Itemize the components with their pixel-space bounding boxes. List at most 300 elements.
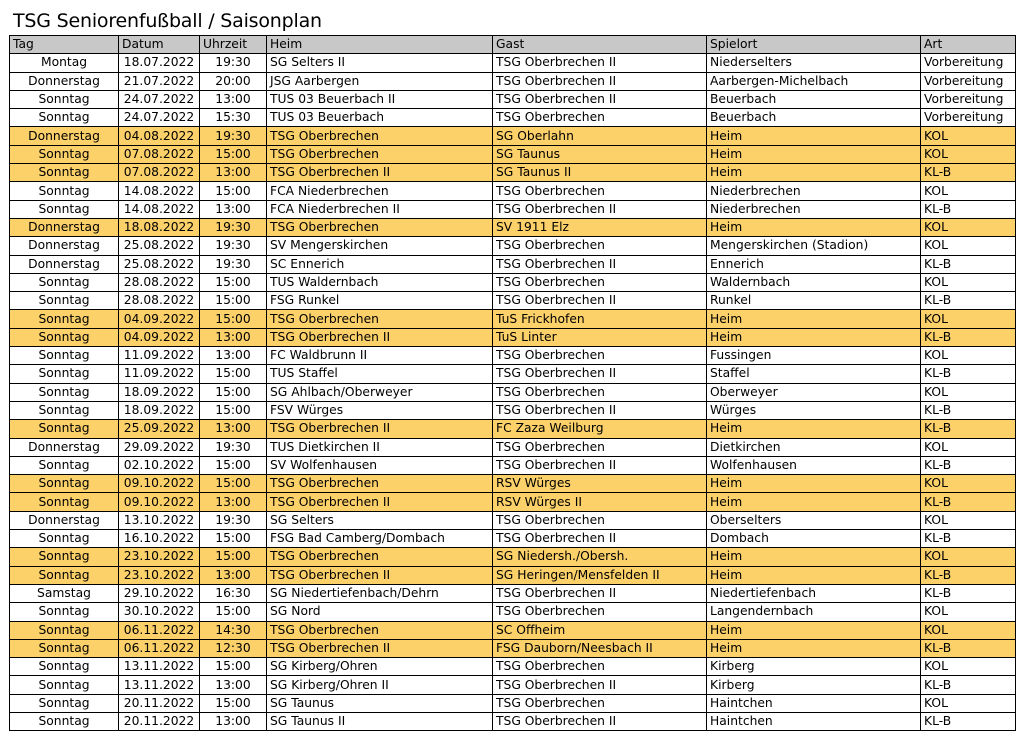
cell-datum: 14.08.2022	[119, 200, 200, 218]
cell-heim: TSG Oberbrechen II	[267, 493, 493, 511]
cell-uhrzeit: 15:00	[200, 401, 267, 419]
cell-art: KOL	[921, 475, 1016, 493]
cell-uhrzeit: 13:00	[200, 493, 267, 511]
cell-datum: 20.11.2022	[119, 694, 200, 712]
cell-heim: SG Kirberg/Ohren	[267, 658, 493, 676]
cell-art: KL-B	[921, 365, 1016, 383]
cell-uhrzeit: 15:00	[200, 383, 267, 401]
cell-art: KL-B	[921, 566, 1016, 584]
column-header-tag: Tag	[10, 36, 119, 54]
cell-uhrzeit: 15:00	[200, 603, 267, 621]
cell-spielort: Niedertiefenbach	[707, 584, 921, 602]
cell-uhrzeit: 13:00	[200, 328, 267, 346]
cell-spielort: Niederbrechen	[707, 200, 921, 218]
cell-gast: TSG Oberbrechen	[493, 182, 707, 200]
table-row	[10, 475, 1016, 493]
cell-tag: Sonntag	[10, 164, 119, 182]
cell-heim: TUS Waldernbach	[267, 273, 493, 291]
cell-art: KOL	[921, 218, 1016, 236]
table-row	[10, 530, 1016, 548]
table-row	[10, 639, 1016, 657]
cell-uhrzeit: 15:00	[200, 182, 267, 200]
cell-uhrzeit: 16:30	[200, 584, 267, 602]
cell-gast: TSG Oberbrechen	[493, 383, 707, 401]
cell-art: KOL	[921, 237, 1016, 255]
cell-tag: Montag	[10, 54, 119, 72]
cell-art: KL-B	[921, 639, 1016, 657]
cell-heim: SG Taunus II	[267, 712, 493, 730]
table-row	[10, 658, 1016, 676]
cell-spielort: Heim	[707, 621, 921, 639]
cell-heim: TSG Oberbrechen	[267, 548, 493, 566]
cell-heim: TUS 03 Beuerbach	[267, 109, 493, 127]
cell-tag: Sonntag	[10, 420, 119, 438]
cell-datum: 28.08.2022	[119, 292, 200, 310]
cell-art: KL-B	[921, 164, 1016, 182]
cell-gast: RSV Würges	[493, 475, 707, 493]
cell-gast: TSG Oberbrechen II	[493, 365, 707, 383]
cell-art: KL-B	[921, 328, 1016, 346]
cell-tag: Sonntag	[10, 310, 119, 328]
cell-datum: 04.09.2022	[119, 328, 200, 346]
table-row	[10, 109, 1016, 127]
cell-heim: TSG Oberbrechen	[267, 310, 493, 328]
cell-uhrzeit: 13:00	[200, 90, 267, 108]
cell-uhrzeit: 13:00	[200, 676, 267, 694]
cell-datum: 11.09.2022	[119, 365, 200, 383]
cell-heim: FCA Niederbrechen	[267, 182, 493, 200]
cell-spielort: Haintchen	[707, 712, 921, 730]
cell-uhrzeit: 20:00	[200, 72, 267, 90]
cell-art: KOL	[921, 603, 1016, 621]
cell-heim: TSG Oberbrechen II	[267, 164, 493, 182]
cell-datum: 21.07.2022	[119, 72, 200, 90]
cell-gast: TSG Oberbrechen	[493, 511, 707, 529]
table-row	[10, 566, 1016, 584]
cell-datum: 06.11.2022	[119, 639, 200, 657]
cell-art: KOL	[921, 273, 1016, 291]
cell-datum: 04.08.2022	[119, 127, 200, 145]
cell-uhrzeit: 19:30	[200, 438, 267, 456]
cell-heim: TSG Oberbrechen II	[267, 328, 493, 346]
cell-spielort: Niederbrechen	[707, 182, 921, 200]
cell-uhrzeit: 15:00	[200, 365, 267, 383]
cell-art: KL-B	[921, 292, 1016, 310]
table-row	[10, 72, 1016, 90]
cell-gast: TSG Oberbrechen	[493, 694, 707, 712]
cell-gast: TSG Oberbrechen II	[493, 401, 707, 419]
cell-art: KL-B	[921, 420, 1016, 438]
cell-uhrzeit: 19:30	[200, 127, 267, 145]
table-row	[10, 511, 1016, 529]
cell-datum: 23.10.2022	[119, 566, 200, 584]
cell-gast: TSG Oberbrechen II	[493, 54, 707, 72]
cell-tag: Sonntag	[10, 292, 119, 310]
cell-datum: 09.10.2022	[119, 475, 200, 493]
cell-art: KOL	[921, 658, 1016, 676]
cell-datum: 18.08.2022	[119, 218, 200, 236]
cell-heim: SG Selters	[267, 511, 493, 529]
cell-spielort: Ennerich	[707, 255, 921, 273]
cell-spielort: Langendernbach	[707, 603, 921, 621]
table-row	[10, 237, 1016, 255]
cell-spielort: Dietkirchen	[707, 438, 921, 456]
cell-uhrzeit: 15:00	[200, 273, 267, 291]
column-header-uhrzeit: Uhrzeit	[200, 36, 267, 54]
cell-tag: Sonntag	[10, 145, 119, 163]
cell-spielort: Dombach	[707, 530, 921, 548]
table-row	[10, 548, 1016, 566]
cell-heim: FSG Bad Camberg/Dombach	[267, 530, 493, 548]
cell-art: Vorbereitung	[921, 90, 1016, 108]
cell-art: KOL	[921, 694, 1016, 712]
cell-datum: 23.10.2022	[119, 548, 200, 566]
cell-art: KOL	[921, 127, 1016, 145]
cell-datum: 28.08.2022	[119, 273, 200, 291]
cell-heim: SG Niedertiefenbach/Dehrn	[267, 584, 493, 602]
cell-tag: Sonntag	[10, 676, 119, 694]
cell-gast: TSG Oberbrechen II	[493, 712, 707, 730]
cell-spielort: Niederselters	[707, 54, 921, 72]
table-row	[10, 310, 1016, 328]
cell-spielort: Heim	[707, 145, 921, 163]
cell-tag: Donnerstag	[10, 237, 119, 255]
cell-datum: 13.11.2022	[119, 658, 200, 676]
cell-art: KOL	[921, 310, 1016, 328]
cell-gast: TSG Oberbrechen II	[493, 72, 707, 90]
cell-gast: TSG Oberbrechen	[493, 237, 707, 255]
cell-heim: TSG Oberbrechen	[267, 127, 493, 145]
table-row	[10, 438, 1016, 456]
cell-tag: Sonntag	[10, 328, 119, 346]
cell-uhrzeit: 19:30	[200, 237, 267, 255]
table-row	[10, 145, 1016, 163]
cell-tag: Donnerstag	[10, 72, 119, 90]
table-row	[10, 401, 1016, 419]
table-row	[10, 90, 1016, 108]
cell-heim: TSG Oberbrechen	[267, 475, 493, 493]
cell-datum: 29.10.2022	[119, 584, 200, 602]
cell-uhrzeit: 15:00	[200, 548, 267, 566]
cell-art: Vorbereitung	[921, 54, 1016, 72]
cell-spielort: Heim	[707, 548, 921, 566]
cell-art: KL-B	[921, 401, 1016, 419]
table-row	[10, 182, 1016, 200]
cell-gast: TSG Oberbrechen II	[493, 530, 707, 548]
cell-tag: Sonntag	[10, 347, 119, 365]
table-row	[10, 420, 1016, 438]
cell-art: KL-B	[921, 255, 1016, 273]
cell-gast: TSG Oberbrechen II	[493, 676, 707, 694]
table-row	[10, 383, 1016, 401]
cell-uhrzeit: 13:00	[200, 566, 267, 584]
cell-tag: Samstag	[10, 584, 119, 602]
cell-uhrzeit: 15:00	[200, 658, 267, 676]
cell-art: KOL	[921, 383, 1016, 401]
cell-datum: 07.08.2022	[119, 164, 200, 182]
cell-tag: Donnerstag	[10, 255, 119, 273]
table-row	[10, 676, 1016, 694]
cell-heim: SV Wolfenhausen	[267, 456, 493, 474]
cell-art: KL-B	[921, 456, 1016, 474]
table-row	[10, 54, 1016, 72]
cell-art: Vorbereitung	[921, 72, 1016, 90]
cell-tag: Sonntag	[10, 90, 119, 108]
cell-spielort: Heim	[707, 328, 921, 346]
cell-uhrzeit: 15:00	[200, 310, 267, 328]
cell-spielort: Oberselters	[707, 511, 921, 529]
cell-spielort: Staffel	[707, 365, 921, 383]
cell-gast: TSG Oberbrechen	[493, 658, 707, 676]
cell-uhrzeit: 13:00	[200, 347, 267, 365]
cell-datum: 30.10.2022	[119, 603, 200, 621]
cell-art: KL-B	[921, 493, 1016, 511]
cell-spielort: Beuerbach	[707, 90, 921, 108]
page-title: TSG Seniorenfußball / Saisonplan	[13, 10, 322, 32]
cell-tag: Sonntag	[10, 365, 119, 383]
cell-tag: Sonntag	[10, 694, 119, 712]
cell-tag: Donnerstag	[10, 218, 119, 236]
cell-heim: FCA Niederbrechen II	[267, 200, 493, 218]
cell-heim: TSG Oberbrechen	[267, 145, 493, 163]
cell-gast: SG Taunus II	[493, 164, 707, 182]
table-row	[10, 365, 1016, 383]
cell-tag: Sonntag	[10, 712, 119, 730]
cell-spielort: Oberweyer	[707, 383, 921, 401]
cell-art: KL-B	[921, 530, 1016, 548]
cell-heim: SC Ennerich	[267, 255, 493, 273]
cell-uhrzeit: 19:30	[200, 54, 267, 72]
cell-spielort: Heim	[707, 127, 921, 145]
cell-gast: TSG Oberbrechen	[493, 603, 707, 621]
cell-datum: 13.10.2022	[119, 511, 200, 529]
cell-heim: SV Mengerskirchen	[267, 237, 493, 255]
cell-gast: TuS Linter	[493, 328, 707, 346]
cell-datum: 18.09.2022	[119, 383, 200, 401]
cell-datum: 14.08.2022	[119, 182, 200, 200]
cell-spielort: Heim	[707, 639, 921, 657]
cell-tag: Sonntag	[10, 456, 119, 474]
cell-datum: 25.09.2022	[119, 420, 200, 438]
cell-spielort: Würges	[707, 401, 921, 419]
cell-datum: 09.10.2022	[119, 493, 200, 511]
table-row	[10, 127, 1016, 145]
cell-spielort: Heim	[707, 420, 921, 438]
cell-art: KOL	[921, 182, 1016, 200]
cell-tag: Sonntag	[10, 383, 119, 401]
cell-tag: Sonntag	[10, 493, 119, 511]
cell-spielort: Runkel	[707, 292, 921, 310]
cell-spielort: Heim	[707, 218, 921, 236]
column-header-spielort: Spielort	[707, 36, 921, 54]
cell-spielort: Heim	[707, 475, 921, 493]
cell-art: KOL	[921, 438, 1016, 456]
cell-datum: 25.08.2022	[119, 255, 200, 273]
cell-datum: 02.10.2022	[119, 456, 200, 474]
cell-gast: TSG Oberbrechen II	[493, 584, 707, 602]
cell-heim: TSG Oberbrechen	[267, 218, 493, 236]
cell-uhrzeit: 13:00	[200, 712, 267, 730]
cell-heim: SG Nord	[267, 603, 493, 621]
cell-art: KL-B	[921, 200, 1016, 218]
cell-tag: Sonntag	[10, 603, 119, 621]
cell-tag: Sonntag	[10, 109, 119, 127]
cell-datum: 06.11.2022	[119, 621, 200, 639]
cell-datum: 07.08.2022	[119, 145, 200, 163]
cell-gast: TSG Oberbrechen	[493, 347, 707, 365]
cell-datum: 13.11.2022	[119, 676, 200, 694]
cell-spielort: Heim	[707, 310, 921, 328]
cell-heim: FC Waldbrunn II	[267, 347, 493, 365]
cell-gast: SG Heringen/Mensfelden II	[493, 566, 707, 584]
cell-datum: 25.08.2022	[119, 237, 200, 255]
cell-heim: TSG Oberbrechen II	[267, 566, 493, 584]
cell-art: KOL	[921, 548, 1016, 566]
cell-datum: 16.10.2022	[119, 530, 200, 548]
cell-art: KOL	[921, 511, 1016, 529]
cell-gast: TSG Oberbrechen II	[493, 255, 707, 273]
cell-spielort: Fussingen	[707, 347, 921, 365]
cell-art: KOL	[921, 347, 1016, 365]
cell-datum: 24.07.2022	[119, 90, 200, 108]
table-row	[10, 493, 1016, 511]
cell-tag: Donnerstag	[10, 127, 119, 145]
cell-uhrzeit: 19:30	[200, 511, 267, 529]
table-row	[10, 292, 1016, 310]
cell-tag: Sonntag	[10, 658, 119, 676]
cell-art: KL-B	[921, 584, 1016, 602]
table-row	[10, 694, 1016, 712]
column-header-heim: Heim	[267, 36, 493, 54]
cell-spielort: Heim	[707, 493, 921, 511]
cell-tag: Sonntag	[10, 639, 119, 657]
table-row	[10, 456, 1016, 474]
cell-art: KOL	[921, 621, 1016, 639]
cell-heim: FSG Runkel	[267, 292, 493, 310]
cell-gast: TSG Oberbrechen II	[493, 90, 707, 108]
cell-gast: TSG Oberbrechen	[493, 273, 707, 291]
cell-gast: TuS Frickhofen	[493, 310, 707, 328]
cell-tag: Donnerstag	[10, 438, 119, 456]
cell-gast: SV 1911 Elz	[493, 218, 707, 236]
cell-spielort: Wolfenhausen	[707, 456, 921, 474]
cell-spielort: Haintchen	[707, 694, 921, 712]
cell-heim: TSG Oberbrechen II	[267, 639, 493, 657]
cell-tag: Sonntag	[10, 566, 119, 584]
cell-spielort: Heim	[707, 566, 921, 584]
cell-uhrzeit: 15:00	[200, 292, 267, 310]
table-row	[10, 255, 1016, 273]
cell-art: KL-B	[921, 676, 1016, 694]
cell-gast: TSG Oberbrechen II	[493, 200, 707, 218]
table-row	[10, 273, 1016, 291]
cell-uhrzeit: 19:30	[200, 255, 267, 273]
cell-tag: Sonntag	[10, 182, 119, 200]
cell-gast: RSV Würges II	[493, 493, 707, 511]
cell-spielort: Beuerbach	[707, 109, 921, 127]
cell-datum: 04.09.2022	[119, 310, 200, 328]
cell-heim: TUS Staffel	[267, 365, 493, 383]
cell-uhrzeit: 13:00	[200, 200, 267, 218]
cell-gast: FSG Dauborn/Neesbach II	[493, 639, 707, 657]
cell-art: Vorbereitung	[921, 109, 1016, 127]
column-header-art: Art	[921, 36, 1016, 54]
cell-datum: 29.09.2022	[119, 438, 200, 456]
cell-spielort: Waldernbach	[707, 273, 921, 291]
cell-heim: FSV Würges	[267, 401, 493, 419]
cell-heim: TUS Dietkirchen II	[267, 438, 493, 456]
table-row	[10, 347, 1016, 365]
cell-heim: SG Selters II	[267, 54, 493, 72]
cell-gast: SG Niedersh./Obersh.	[493, 548, 707, 566]
cell-uhrzeit: 15:00	[200, 456, 267, 474]
cell-uhrzeit: 15:00	[200, 475, 267, 493]
cell-gast: TSG Oberbrechen	[493, 109, 707, 127]
table-row	[10, 712, 1016, 730]
cell-spielort: Kirberg	[707, 676, 921, 694]
cell-uhrzeit: 15:00	[200, 694, 267, 712]
cell-heim: SG Taunus	[267, 694, 493, 712]
cell-gast: SG Taunus	[493, 145, 707, 163]
cell-spielort: Kirberg	[707, 658, 921, 676]
column-header-datum: Datum	[119, 36, 200, 54]
table-row	[10, 218, 1016, 236]
cell-gast: SG Oberlahn	[493, 127, 707, 145]
cell-tag: Sonntag	[10, 475, 119, 493]
cell-gast: FC Zaza Weilburg	[493, 420, 707, 438]
cell-spielort: Heim	[707, 164, 921, 182]
cell-tag: Sonntag	[10, 548, 119, 566]
cell-heim: TSG Oberbrechen	[267, 621, 493, 639]
cell-heim: SG Kirberg/Ohren II	[267, 676, 493, 694]
table-row	[10, 164, 1016, 182]
cell-uhrzeit: 13:00	[200, 164, 267, 182]
cell-spielort: Aarbergen-Michelbach	[707, 72, 921, 90]
table-row	[10, 584, 1016, 602]
cell-datum: 24.07.2022	[119, 109, 200, 127]
cell-tag: Donnerstag	[10, 511, 119, 529]
cell-uhrzeit: 15:00	[200, 145, 267, 163]
table-row	[10, 328, 1016, 346]
cell-datum: 20.11.2022	[119, 712, 200, 730]
cell-spielort: Mengerskirchen (Stadion)	[707, 237, 921, 255]
cell-gast: TSG Oberbrechen	[493, 438, 707, 456]
cell-uhrzeit: 13:00	[200, 420, 267, 438]
cell-tag: Sonntag	[10, 621, 119, 639]
header-row	[10, 36, 1016, 54]
cell-uhrzeit: 15:30	[200, 109, 267, 127]
cell-tag: Sonntag	[10, 530, 119, 548]
cell-gast: TSG Oberbrechen II	[493, 456, 707, 474]
table-row	[10, 200, 1016, 218]
cell-art: KOL	[921, 145, 1016, 163]
cell-datum: 18.09.2022	[119, 401, 200, 419]
table-row	[10, 621, 1016, 639]
cell-tag: Sonntag	[10, 273, 119, 291]
cell-datum: 11.09.2022	[119, 347, 200, 365]
cell-uhrzeit: 19:30	[200, 218, 267, 236]
cell-uhrzeit: 14:30	[200, 621, 267, 639]
cell-heim: JSG Aarbergen	[267, 72, 493, 90]
cell-heim: SG Ahlbach/Oberweyer	[267, 383, 493, 401]
column-header-gast: Gast	[493, 36, 707, 54]
cell-datum: 18.07.2022	[119, 54, 200, 72]
cell-gast: TSG Oberbrechen II	[493, 292, 707, 310]
cell-tag: Sonntag	[10, 401, 119, 419]
cell-uhrzeit: 12:30	[200, 639, 267, 657]
cell-art: KL-B	[921, 712, 1016, 730]
table-row	[10, 603, 1016, 621]
